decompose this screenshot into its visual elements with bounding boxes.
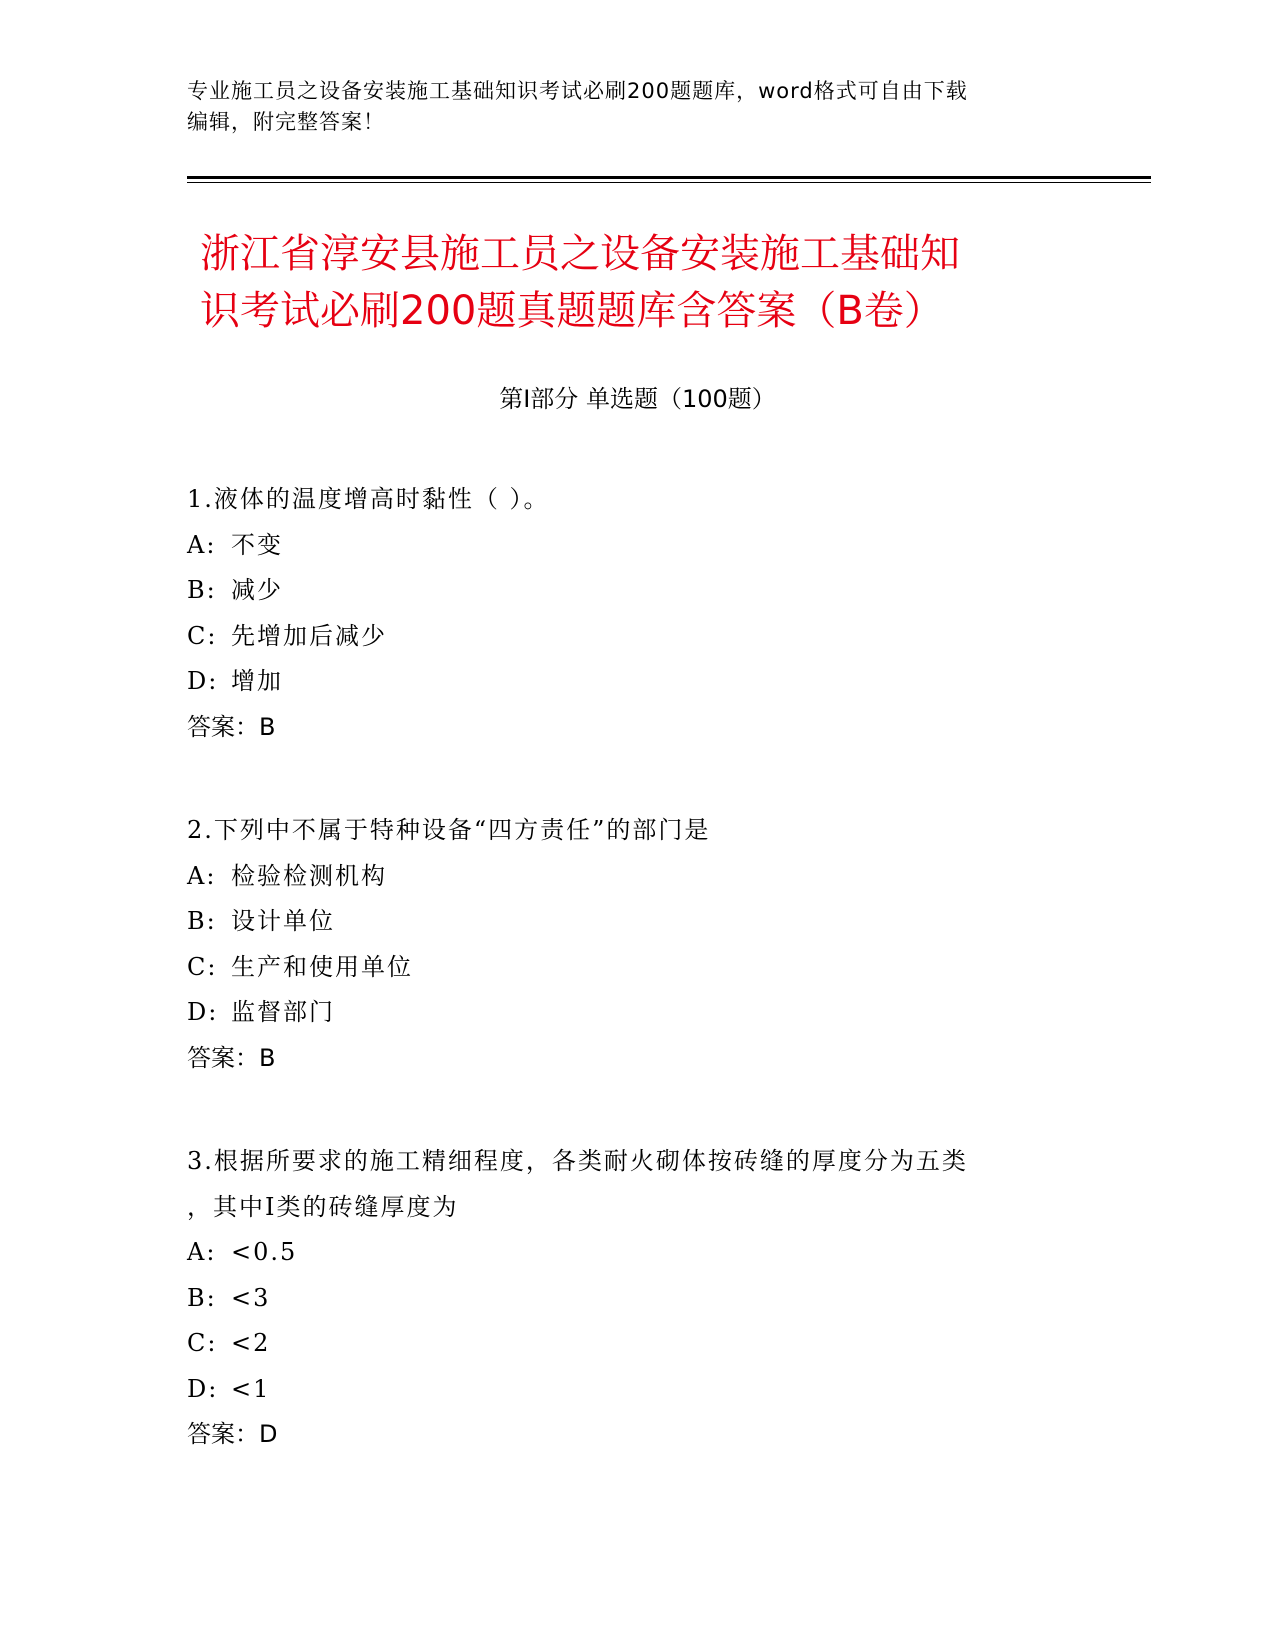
header-note (187, 76, 1087, 138)
option-d (187, 990, 1087, 1036)
header-divider-thin (187, 182, 1151, 183)
option-text: 设计单位 (231, 907, 335, 935)
answer: 答案：D (187, 1420, 278, 1448)
option-letter: D: (187, 1374, 219, 1403)
question-stem: 3.根据所要求的施工精细程度，各类耐火砌体按砖缝的厚度分为五类 (187, 1147, 968, 1175)
option-c (187, 945, 1087, 991)
question-1 (187, 477, 1087, 750)
answer: 答案：B (187, 1043, 276, 1072)
section-title: 第Ⅰ部分 单选题（100题） (499, 385, 776, 413)
option-text: <0.5 (231, 1238, 298, 1266)
header-note-line-2: 编辑，附完整答案！ (187, 110, 385, 134)
option-letter: A: (187, 1238, 217, 1266)
option-b (187, 1276, 1087, 1322)
option-text: <2 (231, 1329, 271, 1357)
document-title-line-1: 浙江省淳安县施工员之设备安装施工基础知 (200, 231, 960, 277)
option-d (187, 1367, 1087, 1413)
option-text: 先增加后减少 (231, 621, 387, 650)
option-a (187, 1230, 1087, 1276)
header-note-line-1: 专业施工员之设备安装施工基础知识考试必刷200题题库，word格式可自由下载 (187, 79, 968, 103)
question-2 (187, 808, 1087, 1081)
option-letter: A: (187, 530, 217, 559)
option-c (187, 1321, 1087, 1367)
option-text: 减少 (231, 576, 283, 604)
option-b (187, 568, 1087, 614)
option-letter: B: (187, 907, 217, 935)
question-stem: 2.下列中不属于特种设备“四方责任”的部门是 (187, 816, 711, 844)
option-letter: C: (187, 1329, 218, 1357)
option-text: 不变 (231, 530, 283, 559)
header-divider-thick (187, 176, 1151, 179)
option-b (187, 899, 1087, 945)
option-text: 生产和使用单位 (231, 952, 413, 981)
answer: 答案：B (187, 712, 276, 741)
option-a (187, 523, 1087, 569)
option-letter: A: (187, 861, 217, 890)
question-list (187, 477, 1087, 1516)
option-text: 监督部门 (231, 998, 335, 1026)
document-title-line-2: 识考试必刷200题真题题库含答案（B卷） (200, 288, 944, 334)
option-letter: C: (187, 952, 218, 981)
option-a (187, 854, 1087, 900)
question-stem-continued: ，其中Ⅰ类的砖缝厚度为 (187, 1192, 459, 1221)
option-c (187, 614, 1087, 660)
option-letter: B: (187, 1283, 217, 1312)
question-3 (187, 1139, 1087, 1458)
option-letter: C: (187, 621, 218, 650)
option-text: 检验检测机构 (231, 861, 387, 890)
option-letter: D: (187, 667, 219, 695)
option-text: <1 (231, 1374, 271, 1403)
document-title (200, 226, 1100, 340)
question-stem: 1.液体的温度增高时黏性（ ）。 (187, 485, 550, 513)
option-text: 增加 (231, 667, 283, 695)
option-d (187, 659, 1087, 705)
option-letter: B: (187, 576, 217, 604)
option-text: <3 (231, 1283, 271, 1312)
option-letter: D: (187, 998, 219, 1026)
